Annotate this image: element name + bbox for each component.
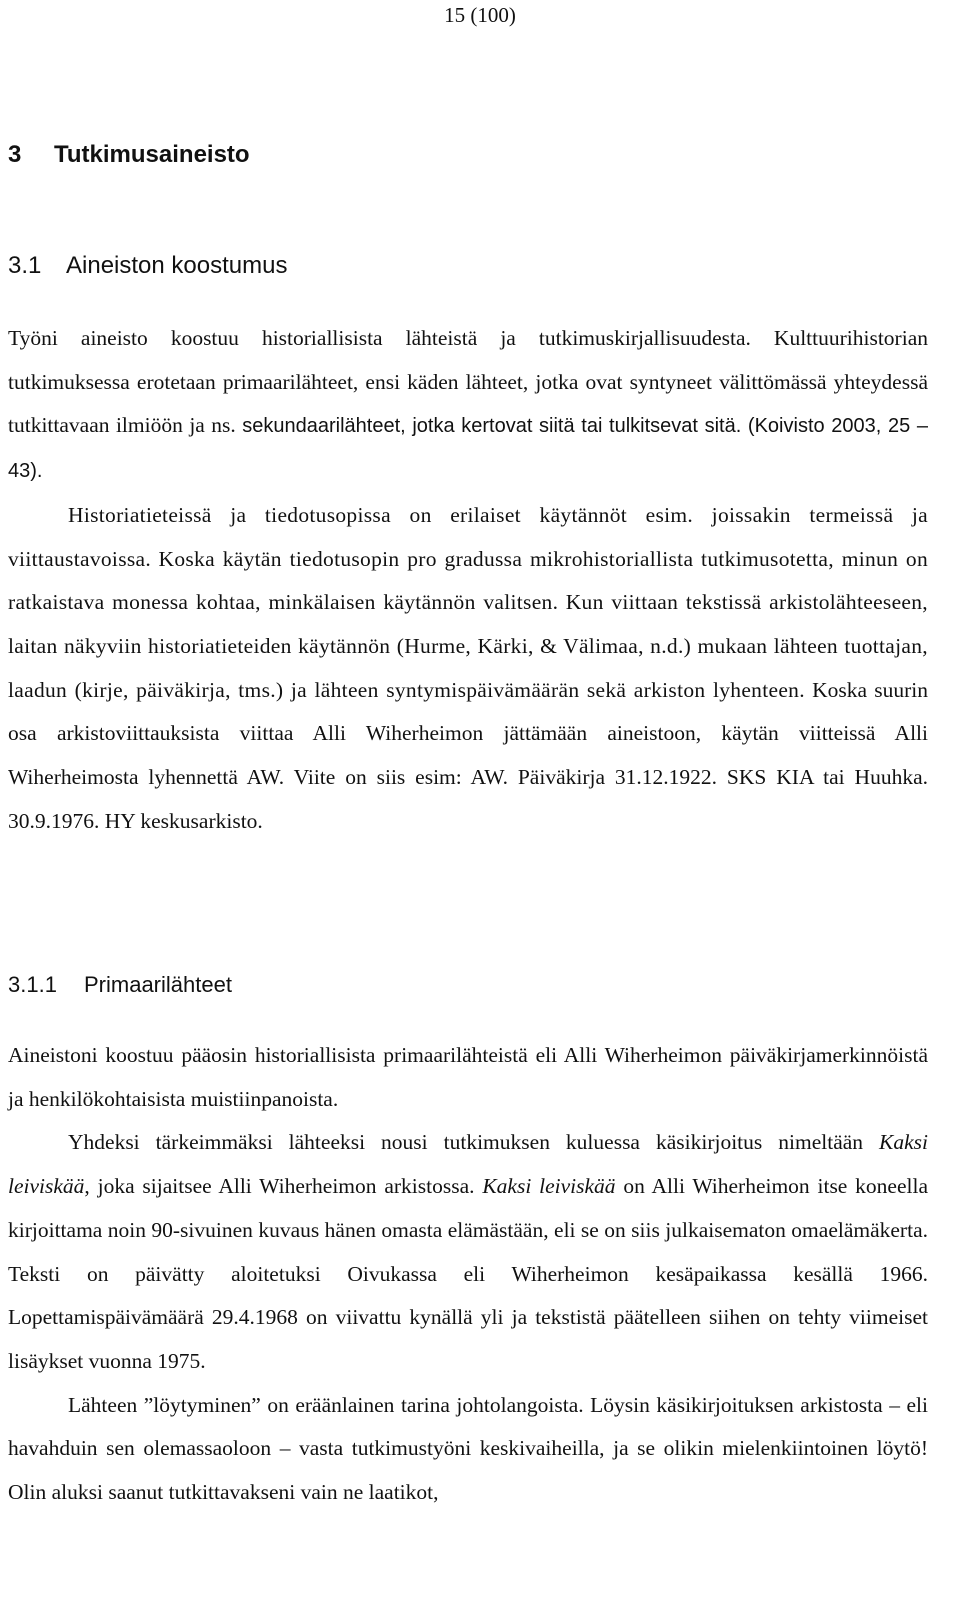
paragraph [8, 494, 928, 844]
chapter-heading [8, 139, 250, 171]
work-title: Kaksi leiviskää [8, 1130, 929, 1199]
paragraph [8, 317, 928, 494]
paragraph-text: Kun viittaan tekstissä arkistolähteeseen, laitan näkyviin historiatieteiden käytännön (Hurme, Kärki, & Välimaa, n.d.) mukaan lähteen tuottajan, laadun (kirje, päiväkirja, tms.) ja lähteen syntymispäivämäärän sekä arkiston lyhenteen. [8, 590, 928, 702]
paragraph-text: Koska käytän tiedotusopin pro gradussa mikrohistoriallista tutkimusotetta, minun on ratkaistava monessa kohtaa, minkälaisen käytännön valitsen. [8, 546, 929, 615]
paragraph-text: Koska suurin osa arkistoviittauksista viittaa Alli Wiherheimon jättämään aineistoon, käytän viitteissä Alli Wiherheimosta lyhennettä AW. Viite on siis esim: AW. Päiväkirja 31.12.1922. SKS KIA tai Huuhka. 30.9.1976. HY keskusarkisto. [8, 677, 929, 833]
work-title: Kaksi leiviskää [482, 1174, 616, 1199]
section-title: Aineiston koostumus [66, 252, 288, 279]
subsection-body [8, 1034, 928, 1515]
paragraph-text: on Alli Wiherheimon itse koneella kirjoittama noin 90-sivuinen kuvaus hänen omasta elämästään, eli se on siis julkaisematon omaelämäkerta. Teksti on päivätty aloitetuksi Oivukassa eli Wiherheimon kesäpaikassa kesällä 1966. Lopettamispäivämäärä 29.4.1968 on viivattu kynällä yli ja tekstistä päätelleen siihen on tehty viimeiset lisäykset vuonna 1975. [8, 1174, 928, 1373]
paragraph: Lähteen ”löytyminen” on eräänlainen tarina johtolangoista. Löysin käsikirjoituksen arkistosta – eli havahduin sen olemassaoloon – vasta tutkimustyöni keskivaiheilla, ja se olikin mielenkiintoinen löytö! Olin aluksi saanut tutkittavakseni vain ne laatikot, [8, 1392, 928, 1505]
section-number: 3.1 [8, 252, 42, 279]
subsection-heading [8, 969, 232, 1001]
paragraph-text: Historiatieteissä ja tiedotusopissa on erilaiset käytännöt esim. joissakin termeissä ja viittaustavoissa. [8, 502, 928, 571]
section-heading [8, 250, 287, 282]
page-number: 15 (100) [444, 3, 516, 27]
paragraph [8, 1121, 928, 1383]
subsection-title: Primaarilähteet [84, 972, 232, 997]
paragraph-text: Yhdeksi tärkeimmäksi lähteeksi nousi tutkimuksen kuluessa käsikirjoitus nimeltään [68, 1130, 864, 1155]
paragraph: Aineistoni koostuu pääosin historiallisista primaarilähteistä eli Alli Wiherheimon päiväkirjamerkinnöistä ja henkilökohtaisista muistiinpanoista. [8, 1043, 928, 1111]
paragraph-text: sekundaarilähteet, jotka kertovat siitä tai tulkitsevat sitä. (Koivisto 2003, 25 – 43). [8, 415, 928, 483]
paragraph-text: Työni aineisto koostuu historiallisista lähteistä ja tutkimuskirjallisuudesta. Kulttuurihistorian tutkimuksessa erotetaan primaarilähteet, ensi käden lähteet, jotka ovat syntyneet välittömässä yhteydessä tutkittavaan ilmiöön ja ns. [8, 326, 928, 438]
section-body [8, 317, 928, 843]
paragraph-text: , joka sijaitsee Alli Wiherheimon arkistossa. [84, 1174, 475, 1199]
chapter-title: Tutkimusaineisto [54, 141, 250, 168]
subsection-number: 3.1.1 [8, 972, 57, 997]
chapter-number: 3 [8, 141, 22, 168]
